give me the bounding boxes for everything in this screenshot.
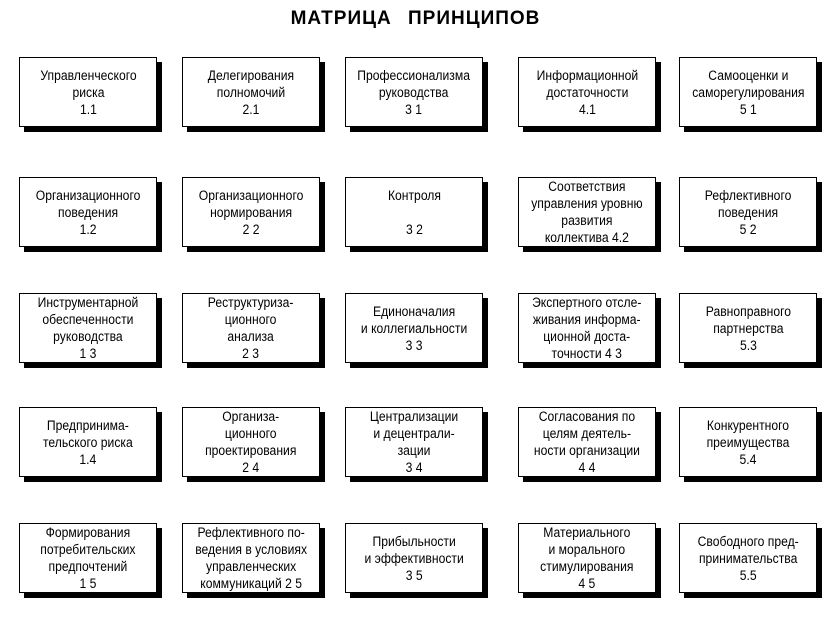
- principle-label: Контроля 3 2: [387, 187, 441, 237]
- principle-label: Экспертного отсле- живания информа- ционной доста- точности 4 3: [532, 295, 642, 361]
- principle-box-3-3: [345, 293, 483, 363]
- principle-label: Делегирования полномочий 2.1: [207, 67, 295, 117]
- principle-label: Реструктуриза- ционного анализа 2 3: [208, 295, 294, 361]
- principle-label: Инструментарной обеспеченности руководства 1 3: [37, 295, 139, 361]
- principle-label: Прибыльности и эффективности 3 5: [364, 533, 464, 583]
- principle-box-1-5: [19, 523, 157, 593]
- principle-box-1-3: [19, 293, 157, 363]
- principle-box-5-4: [679, 407, 817, 477]
- principle-box-1-1: [19, 57, 157, 127]
- principle-label: Управленческого риска 1.1: [39, 67, 137, 117]
- principle-box-2-3: [182, 293, 320, 363]
- principle-box-4-1: [518, 57, 656, 127]
- principle-box-2-4: [182, 407, 320, 477]
- principle-label: Организационного нормирования 2 2: [198, 187, 304, 237]
- principle-box-5-5: [679, 523, 817, 593]
- principle-box-1-4: [19, 407, 157, 477]
- principle-box-3-2: [345, 177, 483, 247]
- principle-label: Равноправного партнерства 5.3: [705, 303, 791, 353]
- principle-label: Централизации и децентрали- зации 3 4: [369, 409, 459, 475]
- principle-label: Формирования потребительских предпочтений 1 5: [40, 525, 136, 591]
- principle-box-4-2: [518, 177, 656, 247]
- principle-box-2-1: [182, 57, 320, 127]
- principle-label: Самооценки и саморегулирования 5 1: [691, 67, 805, 117]
- principle-box-4-5: [518, 523, 656, 593]
- principle-label: Рефлективного поведения 5 2: [704, 187, 792, 237]
- principle-label: Организа- ционного проектирования 2 4: [205, 409, 297, 475]
- principle-label: Единоначалия и коллегиальности 3 3: [360, 303, 468, 353]
- principle-label: Предпринима- тельского риска 1.4: [43, 417, 133, 467]
- principle-box-3-5: [345, 523, 483, 593]
- principle-label: Организационного поведения 1.2: [35, 187, 141, 237]
- principle-label: Конкурентного преимущества 5.4: [706, 417, 790, 467]
- principle-box-3-4: [345, 407, 483, 477]
- principle-label: Информационной достаточности 4.1: [536, 67, 638, 117]
- principle-box-3-1: [345, 57, 483, 127]
- diagram-title: МАТРИЦА ПРИНЦИПОВ: [290, 8, 541, 29]
- principle-label: Свободного пред- принимательства 5.5: [697, 533, 799, 583]
- principle-label: Рефлективного по- ведения в условиях управленческих коммуникаций 2 5: [195, 525, 307, 591]
- principle-box-2-2: [182, 177, 320, 247]
- principle-label: Согласования по целям деятель- ности организации 4 4: [533, 409, 641, 475]
- principle-box-5-3: [679, 293, 817, 363]
- principle-box-5-1: [679, 57, 817, 127]
- principle-box-1-2: [19, 177, 157, 247]
- principle-box-2-5: [182, 523, 320, 593]
- principle-box-5-2: [679, 177, 817, 247]
- principle-box-4-4: [518, 407, 656, 477]
- principle-label: Соответствия управления уровню развития коллектива 4.2: [531, 179, 643, 245]
- principle-label: Профессионализма руководства 3 1: [357, 67, 471, 117]
- principle-label: Материального и морального стимулирования 4 5: [540, 525, 634, 591]
- principle-box-4-3: [518, 293, 656, 363]
